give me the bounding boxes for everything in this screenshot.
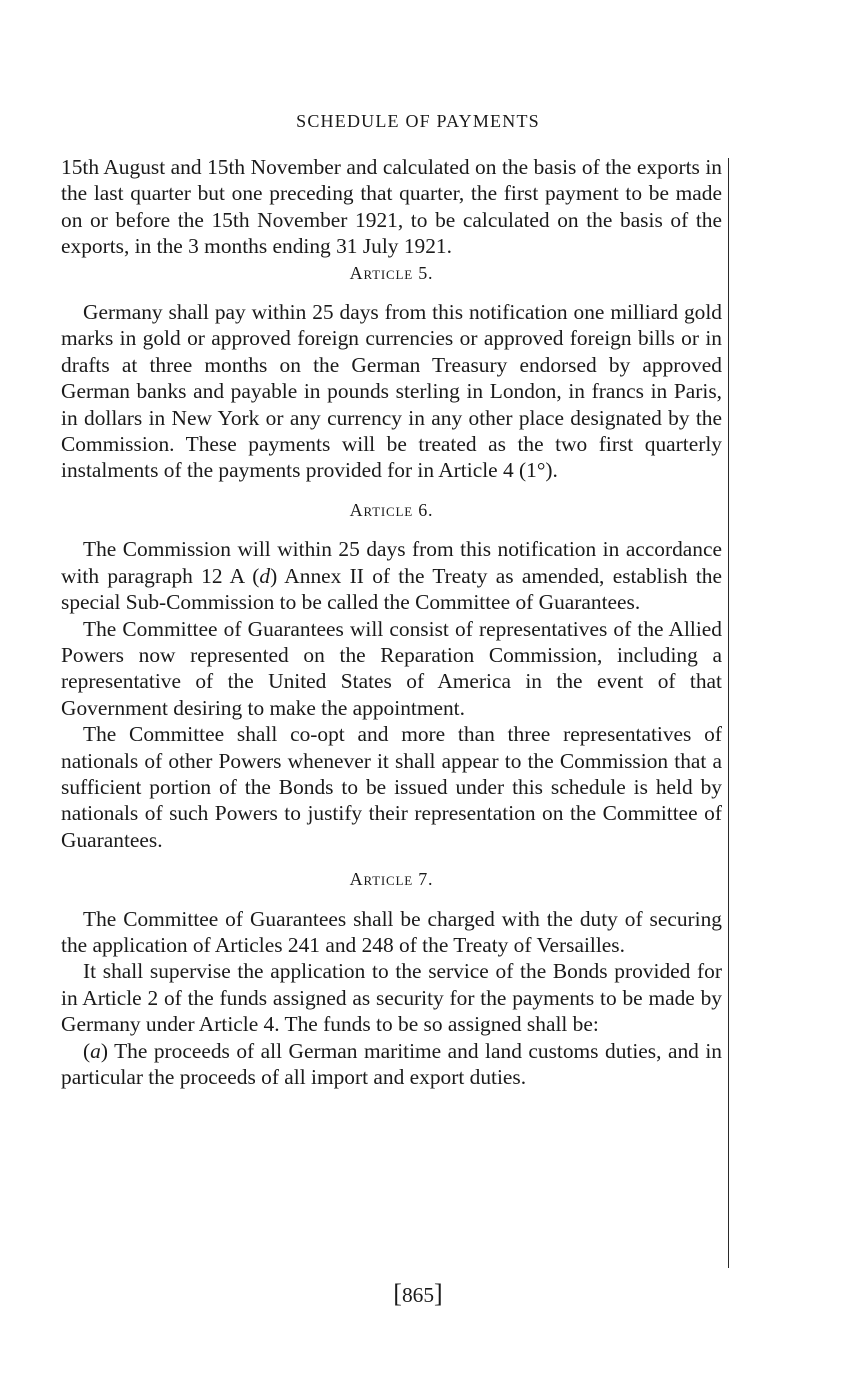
article-6-paragraph-1: The Commission will within 25 days from this notification in accordance with paragraph 12 A (d) Annex II of the Treaty as amended, establish the special Sub-Commission to be called the Committee of Guarantees. <box>61 537 722 615</box>
article-7-heading: Article 7. <box>349 869 434 890</box>
article-5-heading: Article 5. <box>349 262 434 283</box>
article-7-paragraph-2: It shall supervise the application to the service of the Bonds provided for in Article 2 of the funds assigned as security for the payments to be made by Germany under Article 4. The funds to be so assigned shall be: <box>61 959 722 1037</box>
margin-rule <box>728 158 729 1268</box>
article-6-paragraph-3: The Committee shall co-opt and more than three representatives of nationals of other Powers whenever it shall appear to the Commission that a sufficient portion of the Bonds to be issued under this schedule is held by nationals of such Powers to justify their representation on the Committee of Guarantees. <box>61 722 722 852</box>
article-6-heading: Article 6. <box>349 499 434 520</box>
running-head: SCHEDULE OF PAYMENTS <box>296 111 540 131</box>
body-text <box>61 154 722 1090</box>
page-number: [865] <box>393 1279 443 1308</box>
article-7-paragraph-3: (a) The proceeds of all German maritime and land customs duties, and in particular the proceeds of all import and export duties. <box>61 1038 722 1089</box>
article-5-paragraph: Germany shall pay within 25 days from this notification one milliard gold marks in gold or approved foreign currencies or approved foreign bills or in drafts at three months on the German Treasury endorsed by approved German banks and payable in pounds sterling in London, in francs in Paris, in dollars in New York or any currency in any other place designated by the Commission. These payments will be treated as the two first quarterly instalments of the payments provided for in Article 4 (1°). <box>61 300 722 483</box>
continuation-paragraph: 15th August and 15th November and calculated on the basis of the exports in the last quarter but one preceding that quarter, the first payment to be made on or before the 15th November 1921, to be calculated on the basis of the exports, in the 3 months ending 31 July 1921. <box>61 155 722 259</box>
article-7-paragraph-1: The Committee of Guarantees shall be charged with the duty of securing the application of Articles 241 and 248 of the Treaty of Versailles. <box>61 906 722 957</box>
article-6-paragraph-2: The Committee of Guarantees will consist of representatives of the Allied Powers now represented on the Reparation Commission, including a representative of the United States of America in the event of that Government desiring to make the appointment. <box>61 616 722 720</box>
